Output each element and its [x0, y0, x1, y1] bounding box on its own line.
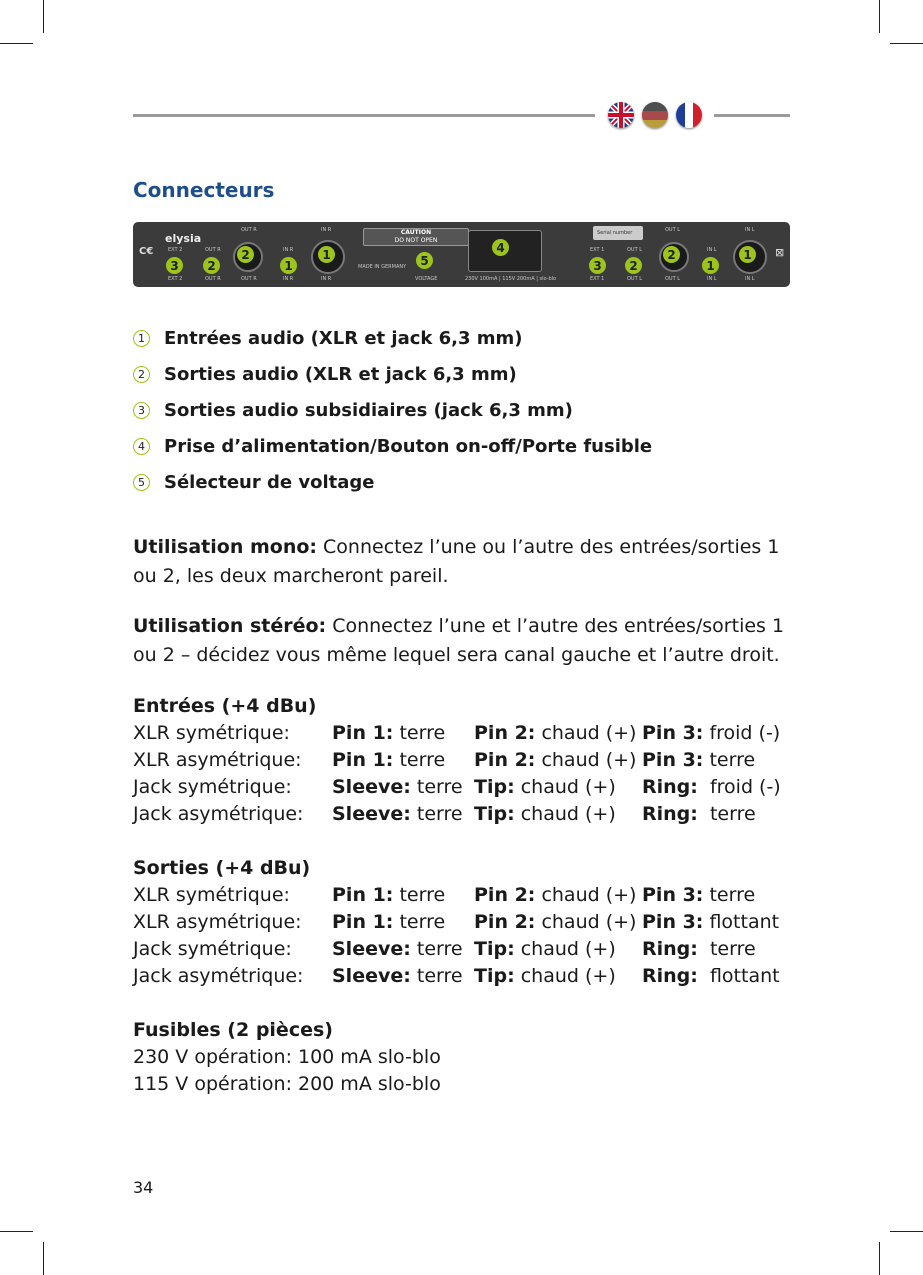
legend-text: Entrées audio (XLR et jack 6,3 mm) — [164, 327, 523, 349]
stereo-paragraph — [133, 612, 793, 670]
uk-flag-icon[interactable] — [608, 102, 634, 128]
label-in-r: IN R — [283, 247, 294, 253]
cell-a: Sleeve: terre — [332, 965, 463, 987]
stereo-text: Connectez l’une et l’autre des entrées/sorties 1 ou 2 – décidez vous même lequel sera canal gauche et l’autre droit. — [133, 615, 785, 666]
cell-b: Tip: chaud (+) — [474, 803, 616, 825]
row-name: Jack symétrique: — [133, 776, 292, 798]
crop-mark — [890, 43, 923, 44]
fuses-title: Fusibles (2 pièces) — [133, 1019, 333, 1041]
weee-bin-icon: ⊠ — [775, 246, 785, 259]
cell-a: Pin 1: terre — [332, 722, 446, 744]
serial-number-field — [593, 226, 643, 240]
stereo-label: Utilisation stéréo: — [133, 615, 327, 637]
panel-badge-2-right: 2 — [203, 257, 220, 274]
label-in-l-top: IN L — [745, 227, 755, 233]
mono-label: Utilisation mono: — [133, 536, 317, 558]
label-in-l-bottom: IN L — [707, 276, 717, 282]
legend-item — [133, 356, 652, 392]
panel-badge-1-right-xlr: 1 — [318, 246, 335, 263]
label-out-l: OUT L — [627, 247, 643, 253]
cell-a: Pin 1: terre — [332, 749, 446, 771]
cell-b: Tip: chaud (+) — [474, 965, 616, 987]
rear-panel-image — [133, 222, 790, 287]
cell-a: Pin 1: terre — [332, 911, 446, 933]
legend-number: 2 — [133, 366, 150, 383]
legend-text: Sorties audio (XLR et jack 6,3 mm) — [164, 363, 517, 385]
voltage-label: VOLTAGE — [415, 276, 438, 282]
legend-number: 5 — [133, 474, 150, 491]
crop-mark — [43, 0, 44, 33]
cell-b: Tip: chaud (+) — [474, 776, 616, 798]
crop-mark — [890, 1231, 923, 1232]
legend-number: 4 — [133, 438, 150, 455]
cell-a: Sleeve: terre — [332, 776, 463, 798]
panel-badge-2-left-xlr: 2 — [663, 246, 680, 263]
crop-mark — [43, 1242, 44, 1275]
panel-badge-2-right-xlr: 2 — [237, 246, 254, 263]
cell-b: Pin 2: chaud (+) — [474, 722, 637, 744]
legend-item — [133, 464, 652, 500]
legend-number: 1 — [133, 330, 150, 347]
crop-mark — [0, 43, 33, 44]
panel-badge-3-right: 3 — [166, 257, 183, 274]
cell-c: Pin 3: terre — [642, 884, 756, 906]
german-flag-icon[interactable] — [642, 102, 668, 128]
crop-mark — [879, 1242, 880, 1275]
cell-c: Pin 3: froid (-) — [642, 722, 781, 744]
label-ext2-bottom: EXT 2 — [168, 276, 183, 282]
cell-a: Sleeve: terre — [332, 938, 463, 960]
panel-badge-1-left: 1 — [702, 257, 719, 274]
caution-title: CAUTION — [400, 229, 432, 236]
label-out-l-bottom: OUT L — [627, 276, 643, 282]
fuse-line: 115 V opération: 200 mA slo-blo — [133, 1073, 441, 1095]
legend-text: Sorties audio subsidiaires (jack 6,3 mm) — [164, 399, 573, 421]
label-out-l-top: OUT L — [665, 227, 681, 233]
fuse-line: 230 V opération: 100 mA slo-blo — [133, 1046, 441, 1068]
connector-legend — [133, 320, 652, 500]
label-out-r-top: OUT R — [241, 227, 257, 233]
french-flag-icon[interactable] — [676, 102, 702, 128]
outputs-title: Sorties (+4 dBu) — [133, 857, 311, 879]
cell-c: Ring: terre — [642, 938, 756, 960]
label-ext1-bottom: EXT 1 — [590, 276, 605, 282]
inputs-title: Entrées (+4 dBu) — [133, 695, 317, 717]
panel-badge-1-right: 1 — [280, 257, 297, 274]
label-in-r-bottom2: IN R — [321, 276, 332, 282]
row-name: Jack asymétrique: — [133, 803, 304, 825]
row-name: XLR asymétrique: — [133, 749, 302, 771]
cell-b: Pin 2: chaud (+) — [474, 749, 637, 771]
panel-badge-1-left-xlr: 1 — [739, 246, 756, 263]
label-in-l: IN L — [707, 247, 717, 253]
cell-c: Ring: flottant — [642, 965, 780, 987]
section-title: Connecteurs — [133, 178, 275, 202]
panel-badge-4: 4 — [492, 239, 509, 256]
row-name: Jack asymétrique: — [133, 965, 304, 987]
label-out-r-bottom2: OUT R — [241, 276, 257, 282]
legend-text: Prise d’alimentation/Bouton on-off/Porte fusible — [164, 435, 653, 457]
cell-a: Pin 1: terre — [332, 884, 446, 906]
legend-item — [133, 428, 652, 464]
label-ext1: EXT 1 — [590, 247, 605, 253]
panel-badge-5: 5 — [416, 252, 433, 269]
cell-b: Pin 2: chaud (+) — [474, 911, 637, 933]
ce-mark-icon: C€ — [139, 246, 154, 257]
row-name: XLR symétrique: — [133, 722, 290, 744]
panel-badge-2-left: 2 — [625, 257, 642, 274]
mono-text: Connectez l’une ou l’autre des entrées/sorties 1 ou 2, les deux marcheront pareil. — [133, 536, 780, 587]
cell-c: Pin 3: terre — [642, 749, 756, 771]
label-out-r: OUT R — [205, 247, 221, 253]
label-out-r-bottom: OUT R — [205, 276, 221, 282]
legend-text: Sélecteur de voltage — [164, 471, 375, 493]
cell-c: Ring: terre — [642, 803, 756, 825]
brand-logo: elysia — [165, 232, 202, 245]
caution-subtitle: DO NOT OPEN — [394, 237, 438, 244]
caution-label — [363, 228, 469, 246]
page-number: 34 — [133, 1178, 154, 1197]
legend-item — [133, 320, 652, 356]
made-in-label: MADE IN GERMANY — [358, 264, 407, 270]
crop-mark — [0, 1231, 33, 1232]
label-ext2: EXT 2 — [168, 247, 183, 253]
header-rule — [133, 114, 595, 117]
serial-number-label: Serial number — [597, 230, 633, 236]
row-name: XLR asymétrique: — [133, 911, 302, 933]
cell-c: Ring: froid (-) — [642, 776, 781, 798]
row-name: Jack symétrique: — [133, 938, 292, 960]
mono-paragraph — [133, 533, 793, 591]
cell-b: Pin 2: chaud (+) — [474, 884, 637, 906]
fuse-info-label: 230V 100mA | 115V 200mA | slo-blo — [465, 276, 557, 282]
cell-a: Sleeve: terre — [332, 803, 463, 825]
cell-c: Pin 3: flottant — [642, 911, 780, 933]
legend-number: 3 — [133, 402, 150, 419]
label-out-l-bottom2: OUT L — [665, 276, 681, 282]
crop-mark — [879, 0, 880, 33]
cell-b: Tip: chaud (+) — [474, 938, 616, 960]
row-name: XLR symétrique: — [133, 884, 290, 906]
label-in-r-top: IN R — [321, 227, 332, 233]
label-in-r-bottom: IN R — [283, 276, 294, 282]
panel-badge-3-left: 3 — [589, 257, 606, 274]
header-rule — [714, 114, 790, 117]
legend-item — [133, 392, 652, 428]
label-in-l-bottom2: IN L — [745, 276, 755, 282]
